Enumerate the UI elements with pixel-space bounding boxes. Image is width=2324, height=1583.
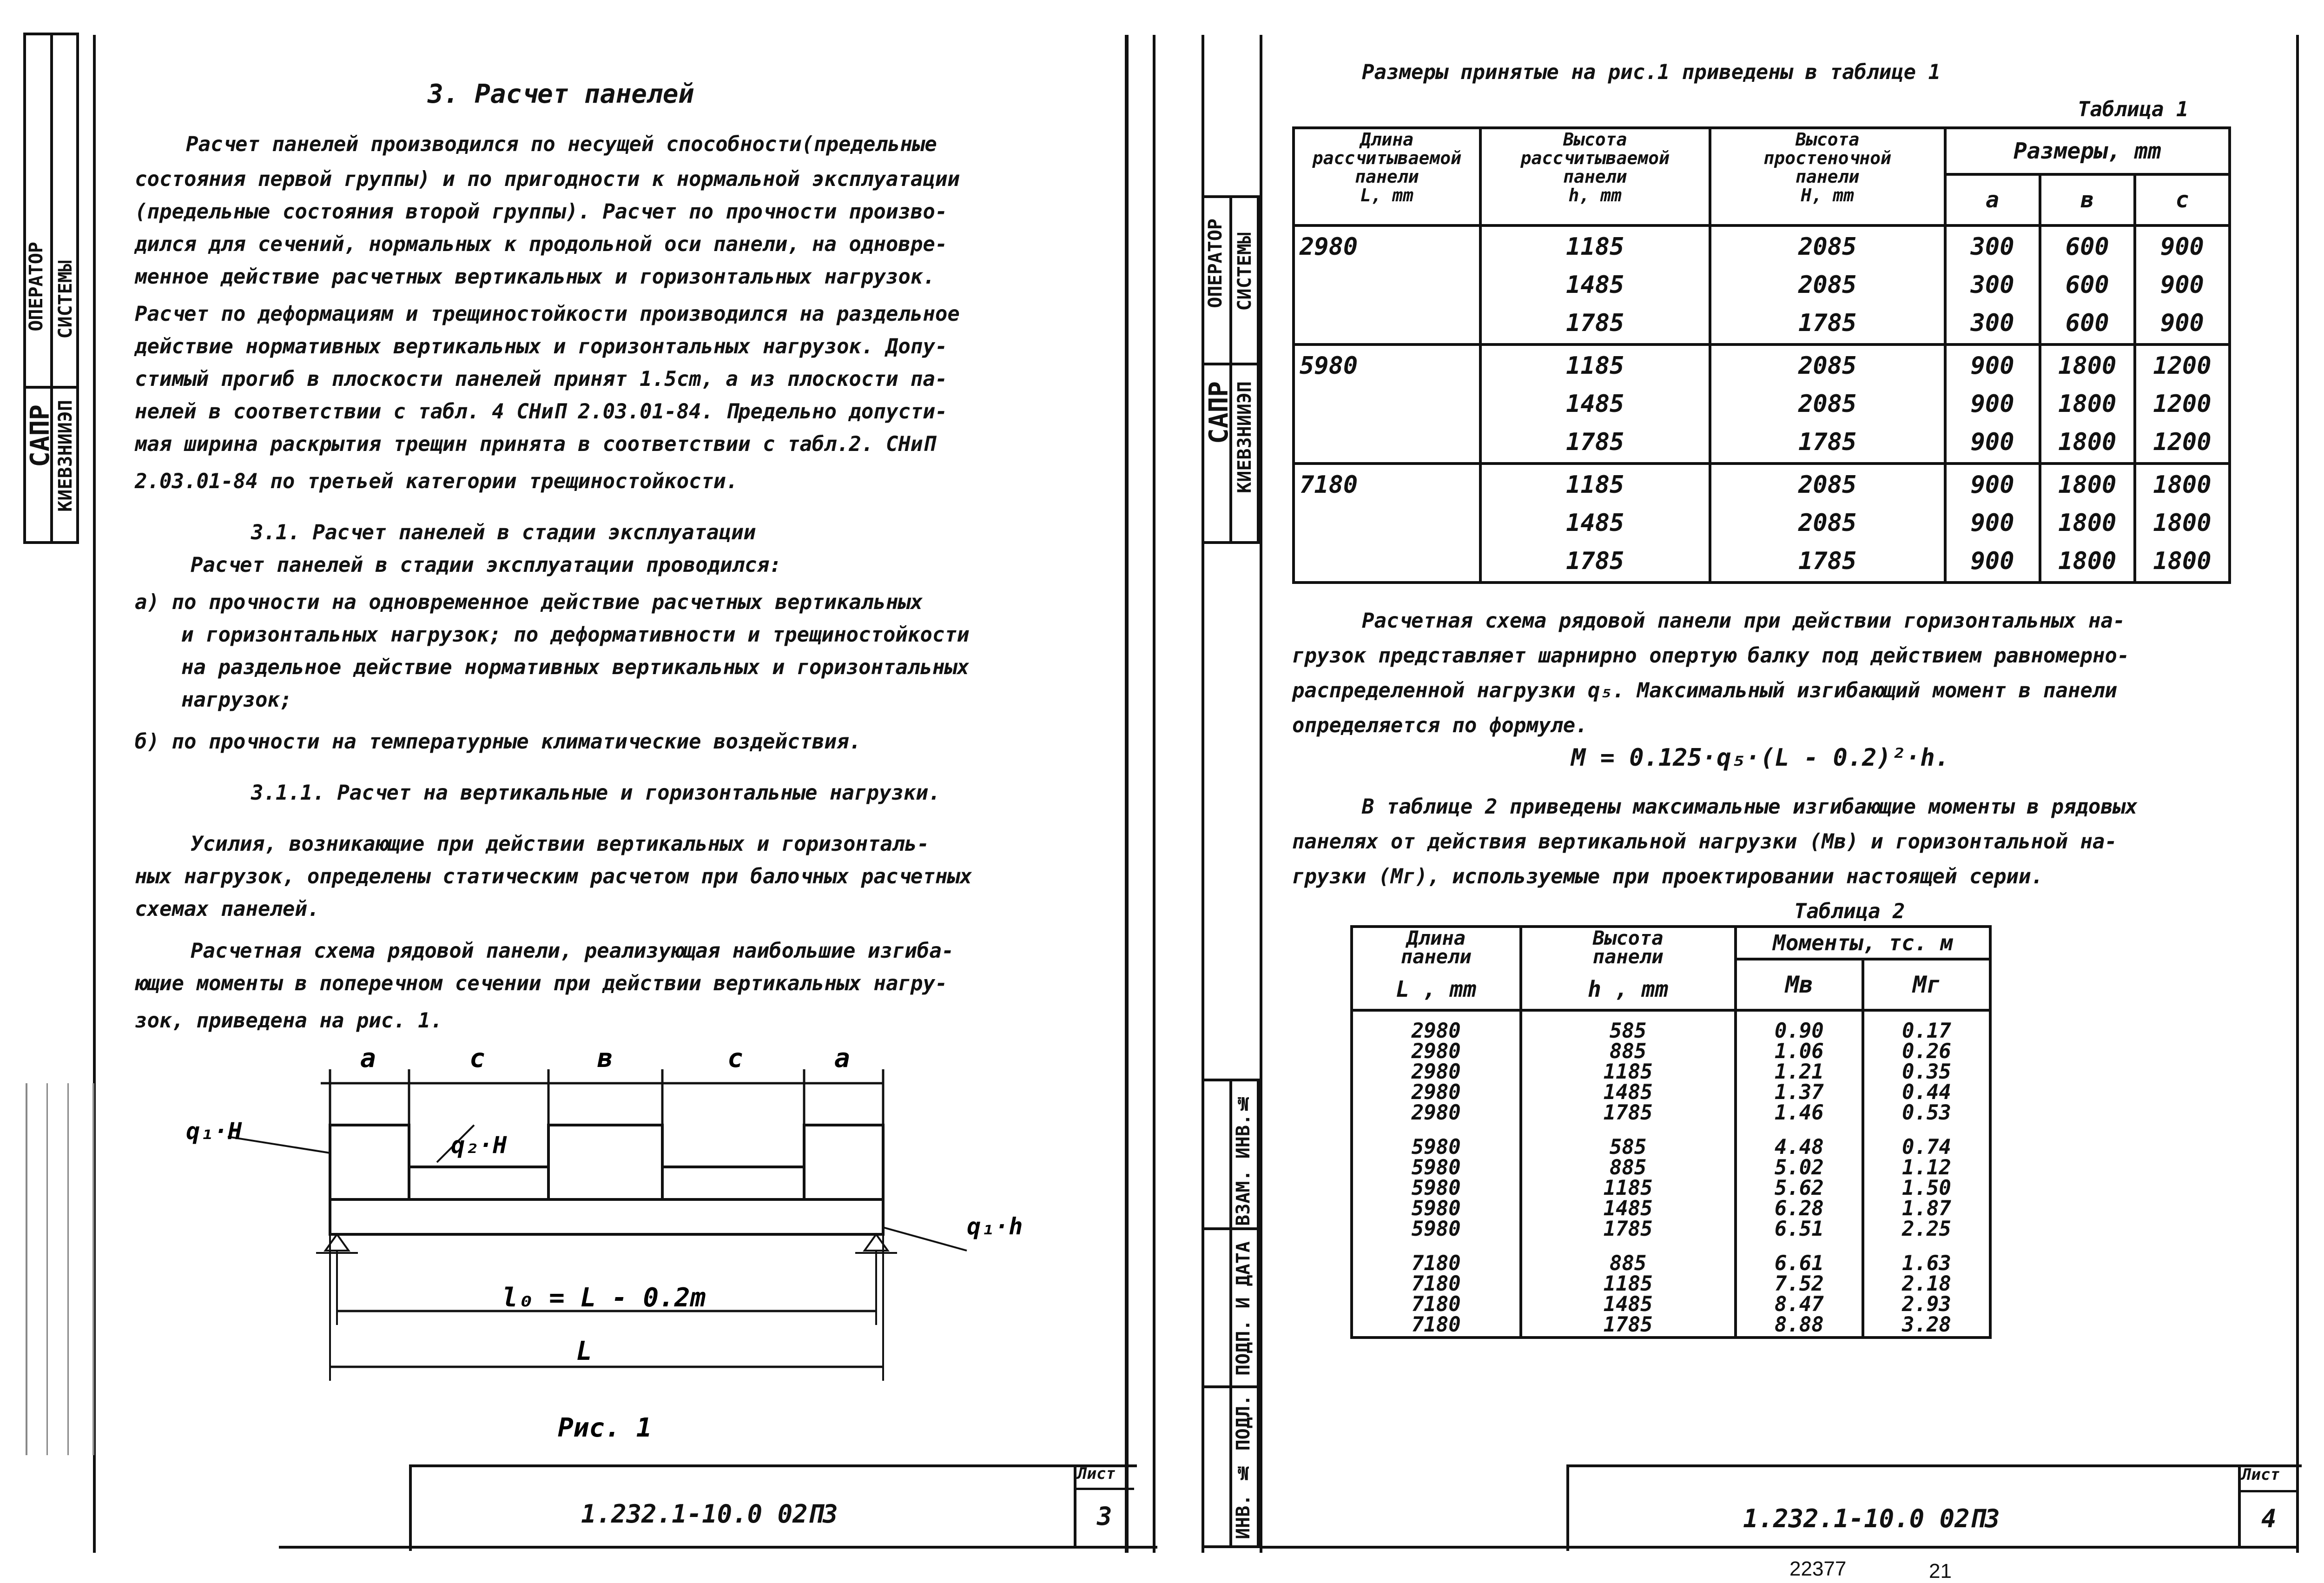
- left-intro-line: (предельные состояния второй группы). Расчет по прочности произво-: [135, 200, 948, 224]
- left-s31-line: нагрузок;: [181, 688, 292, 712]
- figure-label-l0: l₀ = L - 0.2m: [502, 1283, 706, 1313]
- right-para1-line: определяется по формуле.: [1292, 714, 1588, 737]
- left-s31-line: б) по прочности на температурные климатические воздействия.: [135, 730, 861, 754]
- left-stamp-sheet-label: Лист: [1077, 1464, 1116, 1483]
- formula: M = 0.125·q₅·(L - 0.2)²·h.: [1571, 744, 1949, 772]
- right-intro: Размеры принятые на рис.1 приведены в таблице 1: [1362, 60, 1941, 84]
- figure-1-diagram: [177, 1032, 1083, 1497]
- table-1-group: 5980 1185 1485 1785 2085 2085 1785 900 900 900 1800 1800 1800 1200 1200 1200: [1294, 344, 2230, 464]
- right-side-org: КИЕВЗНИИЭП: [1234, 381, 1255, 493]
- left-stamp-code: 1.232.1-10.0 02ПЗ: [581, 1499, 838, 1529]
- left-s311-line: Расчетная схема рядовой панели, реализующая наибольшие изгиба-: [191, 939, 954, 963]
- table-2-body: 2980 2980 2980 2980 2980 5980 5980 5980 5980 5980 7180 7180 7180 7180 585 885 1185 1485 1785 585 885 1185 1485 1785 885 1185 1485 1785 0.90 1.06 1.21 1.37 1.46 4.48 5.02 5.62 6.28 6.51 6.61 7.52 8.47 8.88 0.17 0.26 0.35 0.44 0.53 0.74 1.12 1.50 1.87 2.25 1.63 2.18 2.93 3.28: [1352, 1010, 1990, 1338]
- right-stamp-code: 1.232.1-10.0 02ПЗ: [1743, 1504, 2000, 1533]
- figure-label-q1H: q₁·H: [186, 1118, 242, 1145]
- left-intro-line: нелей в соответствии с табл. 4 СНиП 2.03.01-84. Предельно допусти-: [135, 400, 948, 424]
- right-stamp-sheet-number: 4: [2261, 1504, 2277, 1533]
- figure-label-q1h: q₁·h: [967, 1213, 1023, 1240]
- left-side-system: СИСТЕМЫ: [55, 260, 76, 339]
- left-subsection-3-1-1: 3.1.1. Расчет на вертикальные и горизонтальные нагрузки.: [251, 781, 941, 805]
- left-stamp-sheet-number: 3: [1097, 1502, 1112, 1531]
- left-s31-line: а) по прочности на одновременное действие расчетных вертикальных: [135, 590, 923, 614]
- figure-label-L: L: [576, 1336, 592, 1366]
- figure-label-b: в: [597, 1043, 613, 1073]
- right-para1-line: грузок представляет шарнирно опертую балку под действием равномерно-: [1292, 644, 2130, 668]
- table-1-group: 2980 1185 1485 1785 2085 2085 1785 300 300 300 600 600 600 900 900 900: [1294, 225, 2230, 344]
- left-s311-line: схемах панелей.: [135, 897, 320, 921]
- right-para2-line: грузки (Mг), используемые при проектировании настоящей серии.: [1292, 865, 2043, 888]
- left-s31-line: на раздельное действие нормативных вертикальных и горизонтальных: [181, 656, 970, 679]
- table-2-caption: Таблица 2: [1794, 900, 1905, 923]
- right-side-sapr: САПР: [1204, 381, 1234, 444]
- right-side-inv: ИНВ. № ПОДЛ.: [1233, 1395, 1254, 1539]
- left-s311-line: ющие моменты в поперечном сечении при действии вертикальных нагру-: [135, 972, 948, 995]
- footer-right-number: 21: [1929, 1560, 1952, 1583]
- left-intro-line: действие нормативных вертикальных и горизонтальных нагрузок. Допу-: [135, 335, 948, 358]
- left-intro-line: состояния первой группы) и по пригодности к нормальной эксплуатации: [135, 167, 960, 191]
- table-2: Длина панели L , mm Высота панели h , mm Моменты, тс. м Mв Mг 2980 2980 2980 2980 2980 5980 5980 5980 5980 5980 7180 7180 7180 7180 585 885 1185 1485 1785 585 885 1185 1485 1785 885 1185 1485 1785 0.90 1.06 1.21 1.37 1.46 4.48 5.02 5.62 6.28 6.51 6.61 7.52 8.47 8.88 0.17 0.26 0.35 0.44 0.53 0.74 1.12 1.50 1.87 2.25 1.63 2.18 2.93 3.28: [1350, 925, 1992, 1339]
- right-para1-line: распределенной нагрузки q₅. Максимальный изгибающий момент в панели: [1292, 679, 2117, 702]
- right-side-system: СИСТЕМЫ: [1234, 232, 1255, 311]
- left-side-org: КИЕВЗНИИЭП: [55, 400, 76, 512]
- left-intro-line: 2.03.01-84 по третьей категории трещиностойкости.: [135, 470, 739, 493]
- right-para2-line: панелях от действия вертикальной нагрузки (Mв) и горизонтальной на-: [1292, 830, 2117, 854]
- figure-caption: Рис. 1: [558, 1413, 652, 1443]
- left-subsection-3-1: 3.1. Расчет панелей в стадии эксплуатации: [251, 521, 756, 544]
- left-s311-line: ных нагрузок, определены статическим расчетом при балочных расчетных: [135, 865, 972, 888]
- left-s31-line: и горизонтальных нагрузок; по деформативности и трещиностойкости: [181, 623, 970, 647]
- table-1-group: 7180 1185 1485 1785 2085 2085 1785 900 900 900 1800 1800 1800 1800 1800 1800: [1294, 464, 2230, 583]
- figure-label-a: a: [360, 1043, 376, 1073]
- right-side-operator: ОПЕРАТОР: [1205, 219, 1226, 308]
- left-bottom-strip: [26, 1083, 94, 1455]
- left-s311-line: Усилия, возникающие при действии вертикальных и горизонталь-: [191, 832, 930, 856]
- right-side-vzam: ВЗАМ. ИНВ.№: [1233, 1093, 1254, 1226]
- left-intro-line: менное действие расчетных вертикальных и горизонтальных нагрузок.: [135, 265, 935, 289]
- right-stamp-sheet-label: Лист: [2242, 1465, 2280, 1484]
- left-s311-line: зок, приведена на рис. 1.: [135, 1009, 443, 1033]
- table-1: Длина рассчитываемой панели L, mm Высота рассчитываемой панели h, mm Высота простеночной панели H, mm Размеры, mm a в c 2980 1185 1485 1785 2085 2085 1785 300 300 300 600 600 600 900 900 900 5980 1185 1485 1785 2085 2085 1785 900 900 900 1800 1800 1800 1200 1200 1200 7180 1185 1485 1785 2085 2085 1785 900 900 900 1800 1800 1800 1800 1800 1800: [1292, 126, 2231, 584]
- right-para1-line: Расчетная схема рядовой панели при действии горизонтальных на-: [1362, 609, 2126, 633]
- left-intro-line: мая ширина раскрытия трещин принята в соответствии с табл.2. СНиП: [135, 432, 935, 456]
- table-2-moments-header: Моменты, тс. м: [1736, 927, 1990, 959]
- figure-label-a: a: [834, 1043, 850, 1073]
- left-section-title: 3. Расчет панелей: [428, 79, 694, 109]
- left-intro-line: Расчет панелей производился по несущей способности(предельные: [186, 132, 937, 156]
- figure-label-c: c: [727, 1043, 743, 1073]
- left-side-operator: ОПЕРАТОР: [26, 242, 47, 331]
- left-intro-line: Расчет по деформациям и трещиностойкости производился на раздельное: [135, 302, 960, 326]
- figure-label-q2H: q₂·H: [451, 1132, 507, 1159]
- table-1-caption: Таблица 1: [2078, 98, 2189, 121]
- left-side-sapr: САПР: [25, 404, 55, 467]
- figure-label-c: c: [469, 1043, 485, 1073]
- footer-left-number: 22377: [1789, 1557, 1847, 1580]
- left-intro-line: стимый прогиб в плоскости панелей принят 1.5cm, а из плоскости па-: [135, 367, 948, 391]
- right-para2-line: В таблице 2 приведены максимальные изгибающие моменты в рядовых: [1362, 795, 2138, 819]
- right-side-sign: ПОДП. И ДАТА: [1233, 1241, 1254, 1376]
- left-s31-line: Расчет панелей в стадии эксплуатации проводился:: [191, 553, 782, 577]
- table-1-dims-header: Размеры, mm: [1945, 128, 2230, 174]
- left-intro-line: дился для сечений, нормальных к продольной оси панели, на одновре-: [135, 232, 948, 256]
